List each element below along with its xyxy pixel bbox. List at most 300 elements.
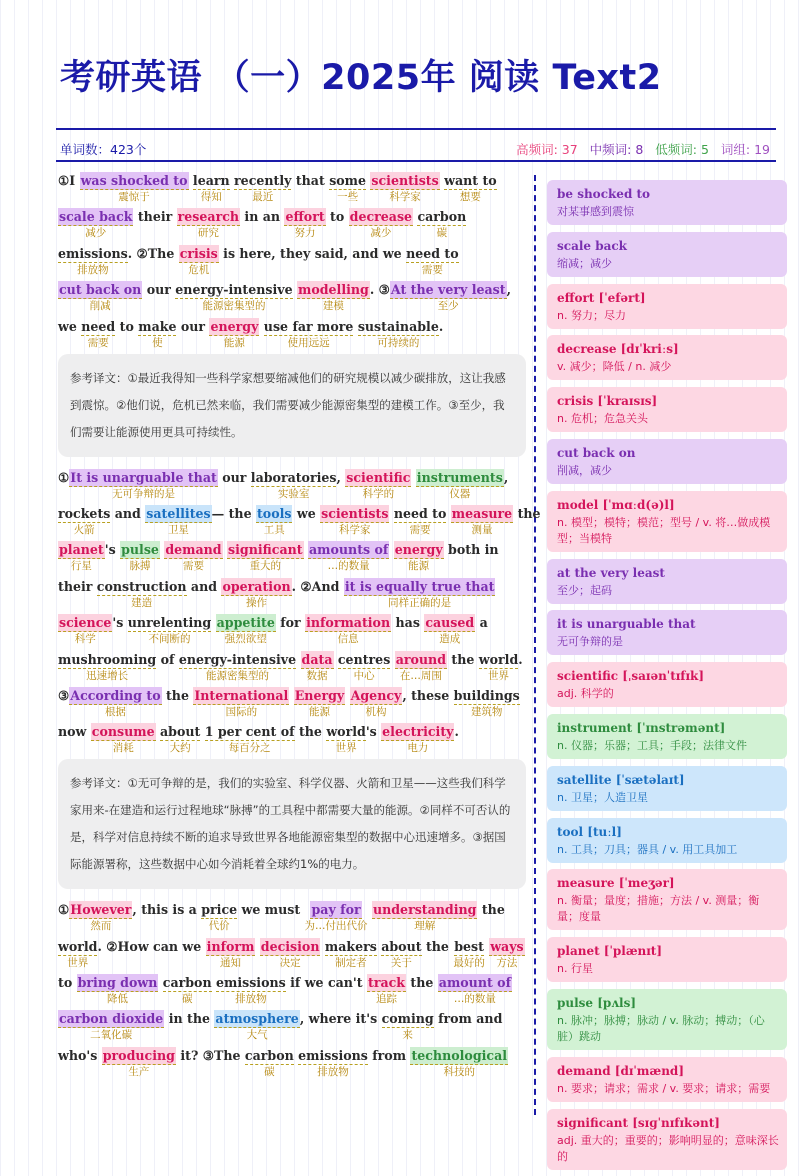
word-gloss: 科学家 — [389, 191, 421, 203]
word-text: world — [326, 724, 366, 740]
passage-text — [240, 208, 284, 225]
annotated-word — [128, 614, 211, 646]
word-text: best — [454, 938, 484, 954]
passage-text — [434, 1010, 503, 1027]
passage-line — [58, 245, 526, 281]
vocab-word: crisis [ˈkraɪsɪs] — [557, 394, 658, 409]
word-text: sustainable — [357, 318, 439, 334]
word-gloss: 火箭 — [73, 523, 95, 536]
word-gloss: 努力 — [294, 227, 316, 240]
word-text: laboratories — [250, 469, 337, 485]
annotated-word — [120, 541, 160, 573]
passage-text — [402, 687, 453, 704]
reading-passage — [58, 172, 541, 1078]
word-gloss: 国际的 — [225, 705, 258, 718]
vocab-card — [547, 1109, 787, 1170]
word-text: in an — [240, 209, 285, 225]
word-text: At the very least — [390, 282, 506, 298]
annotated-word — [251, 469, 337, 501]
word-gloss: 方法 — [496, 956, 518, 969]
annotated-word — [177, 208, 240, 240]
word-gloss: 世界 — [335, 742, 357, 755]
passage-text — [477, 901, 504, 918]
divider-top — [56, 128, 776, 130]
passage-text — [115, 318, 138, 335]
word-gloss: 然而 — [90, 920, 112, 933]
word-text: and — [186, 578, 222, 594]
word-text: to — [58, 975, 77, 991]
word-gloss: 危机 — [188, 263, 210, 276]
vocab-word: instrument [ˈɪnstrəmənt] — [557, 720, 726, 735]
word-text: cut back on — [59, 282, 142, 298]
annotated-word — [256, 505, 293, 537]
word-text: . ③ — [369, 282, 390, 298]
word-gloss: 卫星 — [167, 523, 189, 536]
annotated-word — [58, 1010, 164, 1042]
word-text: their — [58, 578, 97, 594]
word-text: , where it's — [299, 1011, 382, 1027]
word-text: our — [176, 318, 210, 334]
word-gloss: 造成 — [439, 633, 461, 646]
word-text: Energy — [294, 687, 345, 703]
passage-text — [58, 172, 80, 189]
annotated-word — [406, 245, 459, 277]
word-text: rockets — [58, 505, 111, 521]
vocab-card — [547, 714, 787, 759]
passage-line — [58, 318, 526, 348]
passage-text — [292, 578, 344, 595]
word-gloss: 同样正确的是 — [388, 596, 452, 609]
vocab-word: demand [dɪˈmænd] — [557, 1063, 684, 1078]
word-text: mushrooming — [58, 651, 157, 667]
word-gloss: 科学 — [74, 633, 96, 646]
word-gloss: 降低 — [107, 993, 128, 1006]
passage-text — [187, 578, 222, 595]
vocab-word: satellite [ˈsætəlaɪt] — [557, 772, 685, 787]
word-text: we must — [237, 902, 305, 918]
passage-text — [58, 974, 77, 991]
vocab-card — [547, 937, 787, 982]
passage-line — [58, 505, 541, 541]
word-gloss: 排放物 — [235, 993, 267, 1006]
vocab-definition: n. 工具；刀具；器具 / v. 用工具加工 — [557, 842, 738, 856]
word-text: now — [58, 724, 91, 740]
passage-text — [176, 318, 209, 335]
passage-text — [475, 614, 488, 631]
passage-text — [219, 245, 406, 262]
passage-text — [291, 172, 329, 189]
word-text: track — [368, 975, 406, 991]
vocab-definition: n. 行星 — [557, 962, 593, 976]
passage-text — [300, 1010, 382, 1027]
word-text: it? ③The — [175, 1047, 245, 1063]
annotated-word — [453, 938, 485, 970]
word-gloss: 能源 — [408, 560, 430, 573]
passage-text — [133, 208, 176, 225]
word-gloss: 需要 — [409, 523, 431, 536]
word-text: ①I — [58, 173, 80, 188]
vocab-card — [547, 284, 787, 329]
passage-text — [444, 541, 499, 558]
passage-text — [439, 318, 443, 335]
vocab-card — [547, 818, 787, 863]
annotated-word — [344, 578, 496, 610]
word-text: carbon — [244, 1047, 294, 1063]
word-gloss: 制定者 — [335, 956, 367, 969]
annotated-word — [305, 614, 391, 646]
annotated-word — [358, 318, 439, 350]
word-text: data — [301, 651, 333, 667]
word-gloss: 碳 — [181, 993, 193, 1006]
annotated-word — [381, 938, 421, 970]
annotated-word — [193, 687, 289, 719]
vocab-word: cut back on — [557, 445, 636, 460]
word-text: ways — [490, 938, 524, 954]
word-gloss: 不间断的 — [148, 633, 191, 646]
word-gloss: 世界 — [488, 669, 510, 682]
passage-line — [58, 1047, 526, 1077]
word-text: bring down — [77, 975, 158, 991]
word-text: make — [138, 318, 177, 334]
passage-text — [128, 245, 179, 262]
word-text: construction — [96, 578, 187, 594]
word-text: It is unarguable that — [70, 469, 217, 485]
word-text: caused — [425, 615, 475, 631]
passage-text — [286, 974, 367, 991]
word-text: decision — [260, 938, 320, 954]
passage-line — [58, 687, 526, 723]
annotated-word — [301, 651, 334, 683]
annotated-word — [193, 172, 230, 204]
vocab-word: scale back — [557, 238, 627, 253]
word-text: ③ — [58, 687, 70, 703]
annotated-word — [264, 318, 354, 350]
word-gloss: 建造 — [131, 596, 153, 609]
word-gloss: 决定 — [279, 956, 301, 969]
vocab-definition: 缩减；减少 — [557, 256, 612, 270]
passage-line — [58, 938, 526, 974]
vocab-word: it is unarguable that — [557, 617, 696, 632]
word-text: we — [292, 505, 321, 521]
passage-text — [132, 901, 201, 918]
annotated-word — [163, 974, 212, 1006]
word-text: effort — [285, 209, 325, 225]
word-text: our — [142, 282, 176, 298]
passage-text — [518, 651, 522, 668]
word-text: decrease — [349, 209, 413, 225]
vocab-definition: v. 减少；降低 / n. 减少 — [557, 360, 672, 374]
word-text: carbon dioxide — [59, 1011, 164, 1027]
vocab-card — [547, 1057, 787, 1102]
passage-text — [276, 614, 305, 631]
passage-line — [58, 208, 526, 244]
word-gloss: 想要 — [459, 191, 481, 203]
annotated-word — [395, 651, 447, 683]
annotated-word — [234, 172, 291, 204]
word-text: tools — [256, 505, 292, 521]
vocab-word: at the very least — [557, 565, 665, 580]
passage-text — [97, 938, 205, 955]
word-text: makers — [324, 938, 377, 954]
word-text: the — [161, 687, 194, 703]
passage-text — [366, 723, 381, 740]
word-gloss: 减少 — [85, 227, 107, 240]
vocab-definition: adj. 科学的 — [557, 687, 614, 701]
annotated-word — [69, 901, 132, 933]
annotated-word — [209, 318, 259, 350]
word-gloss: 世界 — [67, 956, 89, 969]
passage-text — [58, 723, 91, 740]
passage-line — [58, 541, 526, 577]
word-text: our — [217, 469, 251, 485]
word-gloss: 得知 — [200, 191, 222, 203]
passage-text — [370, 281, 390, 298]
word-gloss: 碳 — [436, 227, 448, 240]
vocab-definition: n. 仪器；乐器；工具；手段；法律文件 — [557, 738, 747, 752]
passage-text — [58, 578, 97, 595]
word-text: the — [447, 651, 479, 667]
annotated-word — [145, 505, 211, 537]
passage-line — [58, 974, 526, 1010]
annotated-word — [479, 651, 518, 683]
passage-text — [105, 541, 120, 558]
vocab-card — [547, 232, 787, 277]
passage-line — [58, 614, 526, 650]
passage-text — [58, 469, 69, 486]
vocab-card — [547, 439, 787, 484]
annotated-word — [58, 245, 128, 277]
passage-text — [164, 1010, 214, 1027]
word-text: pay for — [311, 902, 361, 918]
word-text: a — [475, 615, 488, 631]
word-text: energy — [210, 318, 259, 334]
vocab-word: decrease [dɪˈkriːs] — [557, 342, 679, 357]
word-gloss: 关于 — [390, 956, 412, 969]
passage-text — [58, 687, 69, 704]
word-gloss: 根据 — [104, 705, 126, 718]
annotated-word — [410, 1047, 508, 1079]
passage-text — [292, 505, 320, 522]
word-gloss: 需要 — [421, 263, 443, 276]
annotated-word — [320, 505, 389, 537]
word-text: . ②And — [291, 578, 344, 594]
word-text: carbon — [162, 975, 212, 991]
word-text: appetite — [216, 615, 275, 631]
word-gloss: 需要 — [182, 560, 204, 573]
word-gloss: 最好的 — [453, 956, 485, 969]
annotated-word — [294, 687, 346, 719]
word-text: learn — [192, 173, 230, 188]
word-text: coming — [381, 1011, 434, 1027]
annotated-word — [179, 651, 296, 683]
word-text: electricity — [382, 724, 454, 740]
annotated-word — [214, 1010, 299, 1042]
word-text: planet — [59, 542, 104, 558]
divider-bottom — [56, 160, 776, 162]
word-gloss: 二氧化碳 — [90, 1029, 133, 1042]
annotated-word — [454, 687, 520, 719]
word-text: energy — [394, 542, 443, 558]
low-frequency-count: 低频词: 5 — [655, 142, 709, 157]
page-title: 考研英语 （一）2025年 阅读 Text2 — [60, 58, 662, 98]
vocab-card — [547, 180, 787, 225]
word-text: satellites — [146, 505, 211, 521]
word-gloss: 实验室 — [277, 487, 310, 500]
vocab-word: effort [ˈefərt] — [557, 290, 646, 305]
passage-line — [58, 469, 526, 505]
annotated-word — [102, 1047, 176, 1079]
annotated-word — [77, 974, 159, 1006]
word-text: unrelenting — [127, 615, 212, 631]
word-text: scientists — [371, 173, 439, 188]
word-text: inform — [206, 938, 255, 954]
word-text: emissions — [298, 1047, 368, 1063]
annotated-word — [350, 687, 403, 719]
word-gloss: 迅速增长 — [86, 669, 129, 682]
word-text: has — [391, 615, 425, 631]
word-gloss: 数据 — [306, 669, 328, 682]
word-text: around — [395, 651, 447, 667]
passage-line — [58, 723, 526, 753]
vocab-word: scientific [ˌsaɪənˈtɪfɪk] — [557, 669, 705, 684]
annotated-word — [69, 687, 161, 719]
passage-text — [336, 469, 345, 486]
annotated-word — [382, 1010, 434, 1042]
annotated-word — [201, 901, 237, 933]
annotated-word — [58, 281, 142, 313]
passage-line — [58, 281, 526, 317]
word-text: 1 per cent of — [204, 724, 295, 740]
vocab-card — [547, 662, 787, 707]
word-gloss: 需要 — [87, 336, 109, 349]
annotated-word — [424, 614, 475, 646]
word-text: , these — [402, 687, 454, 703]
vocab-definition: n. 卫星；人造卫星 — [557, 790, 648, 804]
annotated-word — [80, 172, 189, 204]
word-text: information — [306, 615, 391, 631]
word-gloss: 为…付出代价 — [304, 920, 368, 933]
passage-text — [391, 614, 424, 631]
word-gloss: 研究 — [197, 227, 219, 240]
passage-text — [162, 687, 194, 704]
passage-text — [58, 318, 81, 335]
annotated-word — [175, 281, 292, 313]
annotated-word — [179, 245, 219, 277]
annotated-word — [216, 974, 286, 1006]
translation-box: 参考译文：①最近我得知一些科学家想要缩减他们的研究规模以减少碳排放，这让我感到震惊。②他们说，危机已然来临，我们需要减少能源密集型的建模工作。③至少，我们需要让能源使用更具可持续性。 — [58, 354, 526, 457]
word-gloss: 强烈欲望 — [224, 633, 267, 646]
word-text: we — [58, 318, 82, 334]
vocab-card — [547, 610, 787, 655]
passage-text — [110, 505, 145, 522]
word-gloss: 生产 — [128, 1065, 150, 1078]
word-gloss: 代价 — [208, 920, 230, 933]
passage-text — [447, 651, 479, 668]
word-gloss: 碳 — [264, 1065, 275, 1078]
word-text: use far more — [263, 318, 354, 334]
word-text: need — [81, 318, 116, 334]
word-text: need to — [406, 245, 459, 261]
word-gloss: 信息 — [337, 633, 359, 646]
word-text: both in — [443, 542, 499, 558]
word-text: , — [336, 469, 346, 485]
word-count: 单词数：423个 — [60, 142, 147, 157]
annotated-word — [245, 1047, 294, 1079]
word-text: 's — [112, 615, 128, 631]
word-text: . ②How can we — [97, 938, 206, 954]
vocab-card — [547, 766, 787, 811]
annotated-word — [164, 541, 222, 573]
word-text: pulse — [121, 542, 159, 558]
word-text: Agency — [350, 687, 402, 703]
vocab-definition: n. 要求；请求；需求 / v. 要求；请求；需要 — [557, 1081, 771, 1095]
word-text: . ②The — [127, 245, 179, 261]
passage-paragraph — [58, 172, 526, 348]
word-text: who's — [58, 1047, 102, 1063]
word-text: energy-intensive — [175, 282, 293, 298]
passage-line — [58, 901, 526, 937]
word-text: amounts of — [309, 542, 389, 558]
annotated-word — [394, 505, 447, 537]
annotated-word — [308, 541, 389, 573]
annotated-word — [325, 938, 377, 970]
word-text: , this is a — [132, 902, 202, 918]
word-gloss: 来 — [402, 1029, 413, 1042]
vocab-word: be shocked to — [557, 187, 651, 201]
word-text: if we can't — [285, 975, 367, 991]
word-gloss: 无可争辩的是 — [112, 487, 176, 500]
word-text: understanding — [372, 902, 477, 918]
word-text: However — [70, 902, 132, 918]
annotated-word — [381, 723, 454, 755]
word-text: , — [506, 282, 511, 298]
vocabulary-list — [547, 180, 787, 1176]
word-text: According to — [70, 687, 161, 703]
word-gloss: 使用远远 — [287, 336, 330, 349]
passage-text — [368, 1047, 411, 1064]
annotated-word — [58, 651, 156, 683]
word-text: from and — [433, 1011, 503, 1027]
word-text: is here, they said, and we — [218, 245, 407, 261]
word-text: significant — [228, 542, 303, 558]
annotated-word — [438, 974, 512, 1006]
stats-bar — [60, 140, 770, 160]
annotated-word — [367, 974, 406, 1006]
word-text: . — [518, 651, 523, 667]
word-text: to — [325, 209, 349, 225]
word-gloss: 追踪 — [376, 993, 397, 1006]
word-text: scientific — [346, 469, 411, 485]
word-text: in the — [164, 1011, 215, 1027]
annotated-word — [81, 318, 115, 350]
annotated-word — [451, 505, 513, 537]
passage-text — [212, 505, 256, 522]
vocab-card — [547, 559, 787, 604]
word-text: emissions — [216, 975, 286, 991]
annotated-word — [297, 281, 370, 313]
word-gloss: 大约 — [169, 742, 191, 755]
annotated-word — [345, 469, 411, 501]
word-text: crisis — [179, 245, 218, 261]
word-gloss: 能源密集型的 — [202, 300, 266, 313]
annotated-word — [298, 1047, 368, 1079]
passage-text — [142, 281, 175, 298]
vocab-card — [547, 491, 787, 552]
word-text: science — [59, 615, 112, 631]
annotated-word — [69, 469, 218, 501]
word-text: buildings — [453, 687, 520, 703]
word-text: world — [478, 651, 519, 667]
